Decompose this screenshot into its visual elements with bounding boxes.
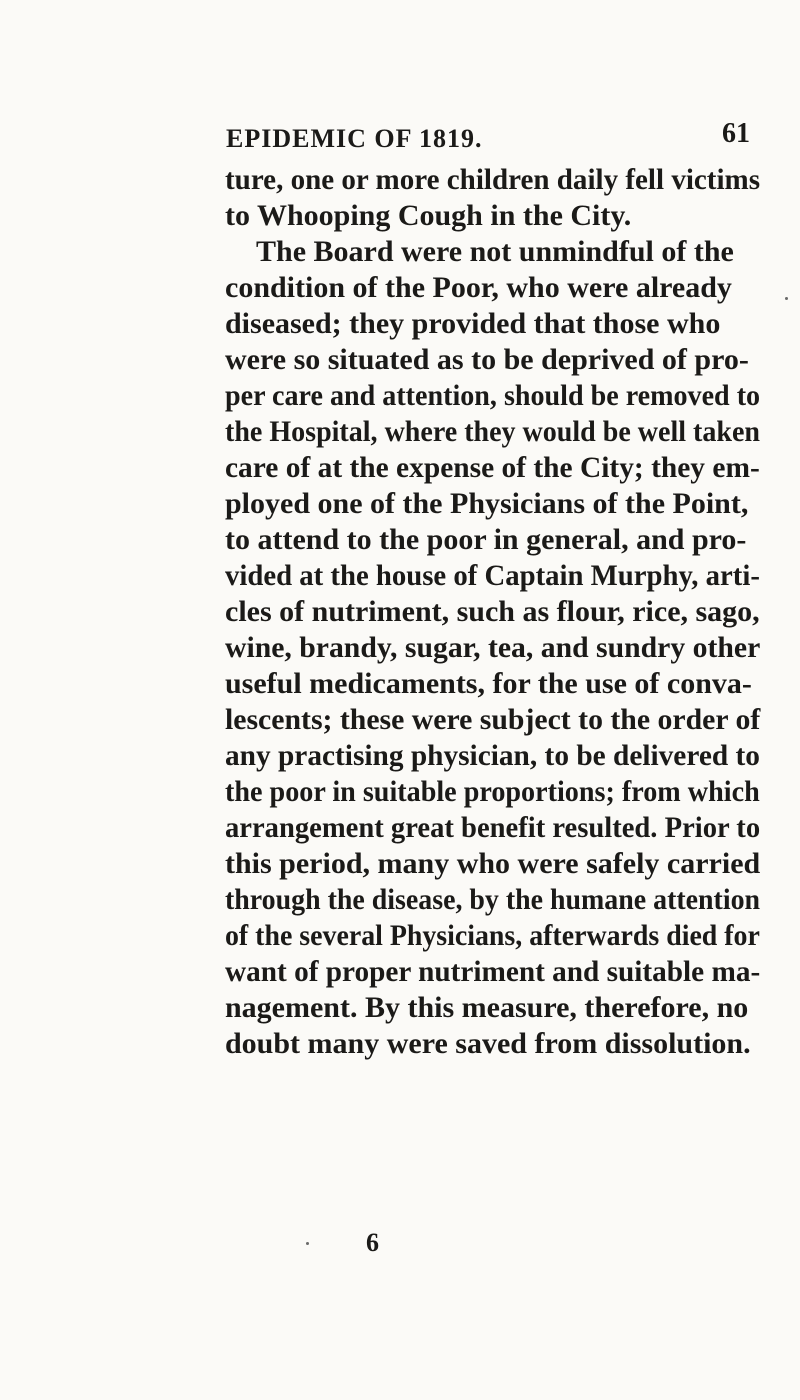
ink-speck bbox=[785, 297, 788, 300]
text-line bbox=[0, 988, 800, 1028]
text-line-content: were so situated as to be deprived of pro- bbox=[225, 343, 749, 376]
text-line bbox=[0, 844, 800, 884]
text-line bbox=[0, 700, 800, 740]
ink-speck bbox=[306, 1242, 309, 1245]
text-line-content: any practising physician, to be delivered to bbox=[225, 739, 760, 772]
text-line-content: The Board were not unmindful of the bbox=[256, 235, 734, 268]
text-line bbox=[0, 160, 800, 200]
text-line-content: care of at the expense of the City; they em- bbox=[225, 451, 760, 484]
text-line bbox=[0, 952, 800, 992]
text-line bbox=[0, 808, 800, 848]
text-line-content: the poor in suitable proportions; from which bbox=[225, 775, 760, 808]
text-line-content: vided at the house of Captain Murphy, arti- bbox=[225, 559, 760, 592]
text-line-content: ployed one of the Physicians of the Point, bbox=[225, 487, 749, 520]
text-line-content: through the disease, by the humane attention bbox=[225, 883, 761, 916]
text-line bbox=[0, 196, 800, 236]
text-line-content: doubt many were saved from dissolution. bbox=[225, 1027, 751, 1060]
text-line-content: diseased; they provided that those who bbox=[225, 307, 721, 340]
running-title: EPIDEMIC OF 1819. bbox=[226, 124, 483, 153]
text-line-content: this period, many who were safely carried bbox=[225, 847, 761, 880]
text-line bbox=[0, 448, 800, 488]
text-line-content: want of proper nutriment and suitable ma- bbox=[225, 955, 761, 988]
text-line bbox=[0, 484, 800, 524]
text-line bbox=[0, 376, 800, 416]
text-line bbox=[0, 916, 800, 956]
text-line-content: condition of the Poor, who were already bbox=[225, 271, 732, 304]
text-line bbox=[0, 304, 800, 344]
text-line-content: ture, one or more children daily fell victims bbox=[225, 163, 761, 196]
text-line bbox=[0, 340, 800, 380]
text-line bbox=[0, 772, 800, 812]
page-number: 61 bbox=[722, 118, 750, 149]
text-line bbox=[0, 556, 800, 596]
text-line-content: cles of nutriment, such as flour, rice, sago, bbox=[225, 595, 760, 628]
running-head bbox=[226, 118, 566, 158]
text-line bbox=[0, 1024, 800, 1064]
text-line bbox=[0, 664, 800, 704]
text-line bbox=[0, 880, 800, 920]
text-line bbox=[0, 268, 800, 308]
text-line-content: to attend to the poor in general, and pro- bbox=[225, 523, 747, 556]
text-line-content: the Hospital, where they would be well taken bbox=[225, 415, 760, 448]
text-line bbox=[0, 232, 800, 272]
text-line bbox=[0, 520, 800, 560]
text-line bbox=[0, 628, 800, 668]
text-line bbox=[0, 412, 800, 452]
text-line bbox=[0, 592, 800, 632]
signature-mark: 6 bbox=[366, 1228, 379, 1257]
text-line-content: lescents; these were subject to the order of bbox=[225, 703, 761, 736]
text-line-content: to Whooping Cough in the City. bbox=[225, 199, 632, 232]
text-line-content: nagement. By this measure, therefore, no bbox=[225, 991, 749, 1024]
text-line-content: useful medicaments, for the use of conva- bbox=[225, 667, 752, 700]
text-line-content: wine, brandy, sugar, tea, and sundry other bbox=[225, 631, 761, 664]
text-line-content: per care and attention, should be removed to bbox=[225, 379, 761, 412]
text-line-content: arrangement great benefit resulted. Prior to bbox=[225, 811, 761, 844]
text-line bbox=[0, 736, 800, 776]
text-line-content: of the several Physicians, afterwards died for bbox=[225, 919, 760, 952]
